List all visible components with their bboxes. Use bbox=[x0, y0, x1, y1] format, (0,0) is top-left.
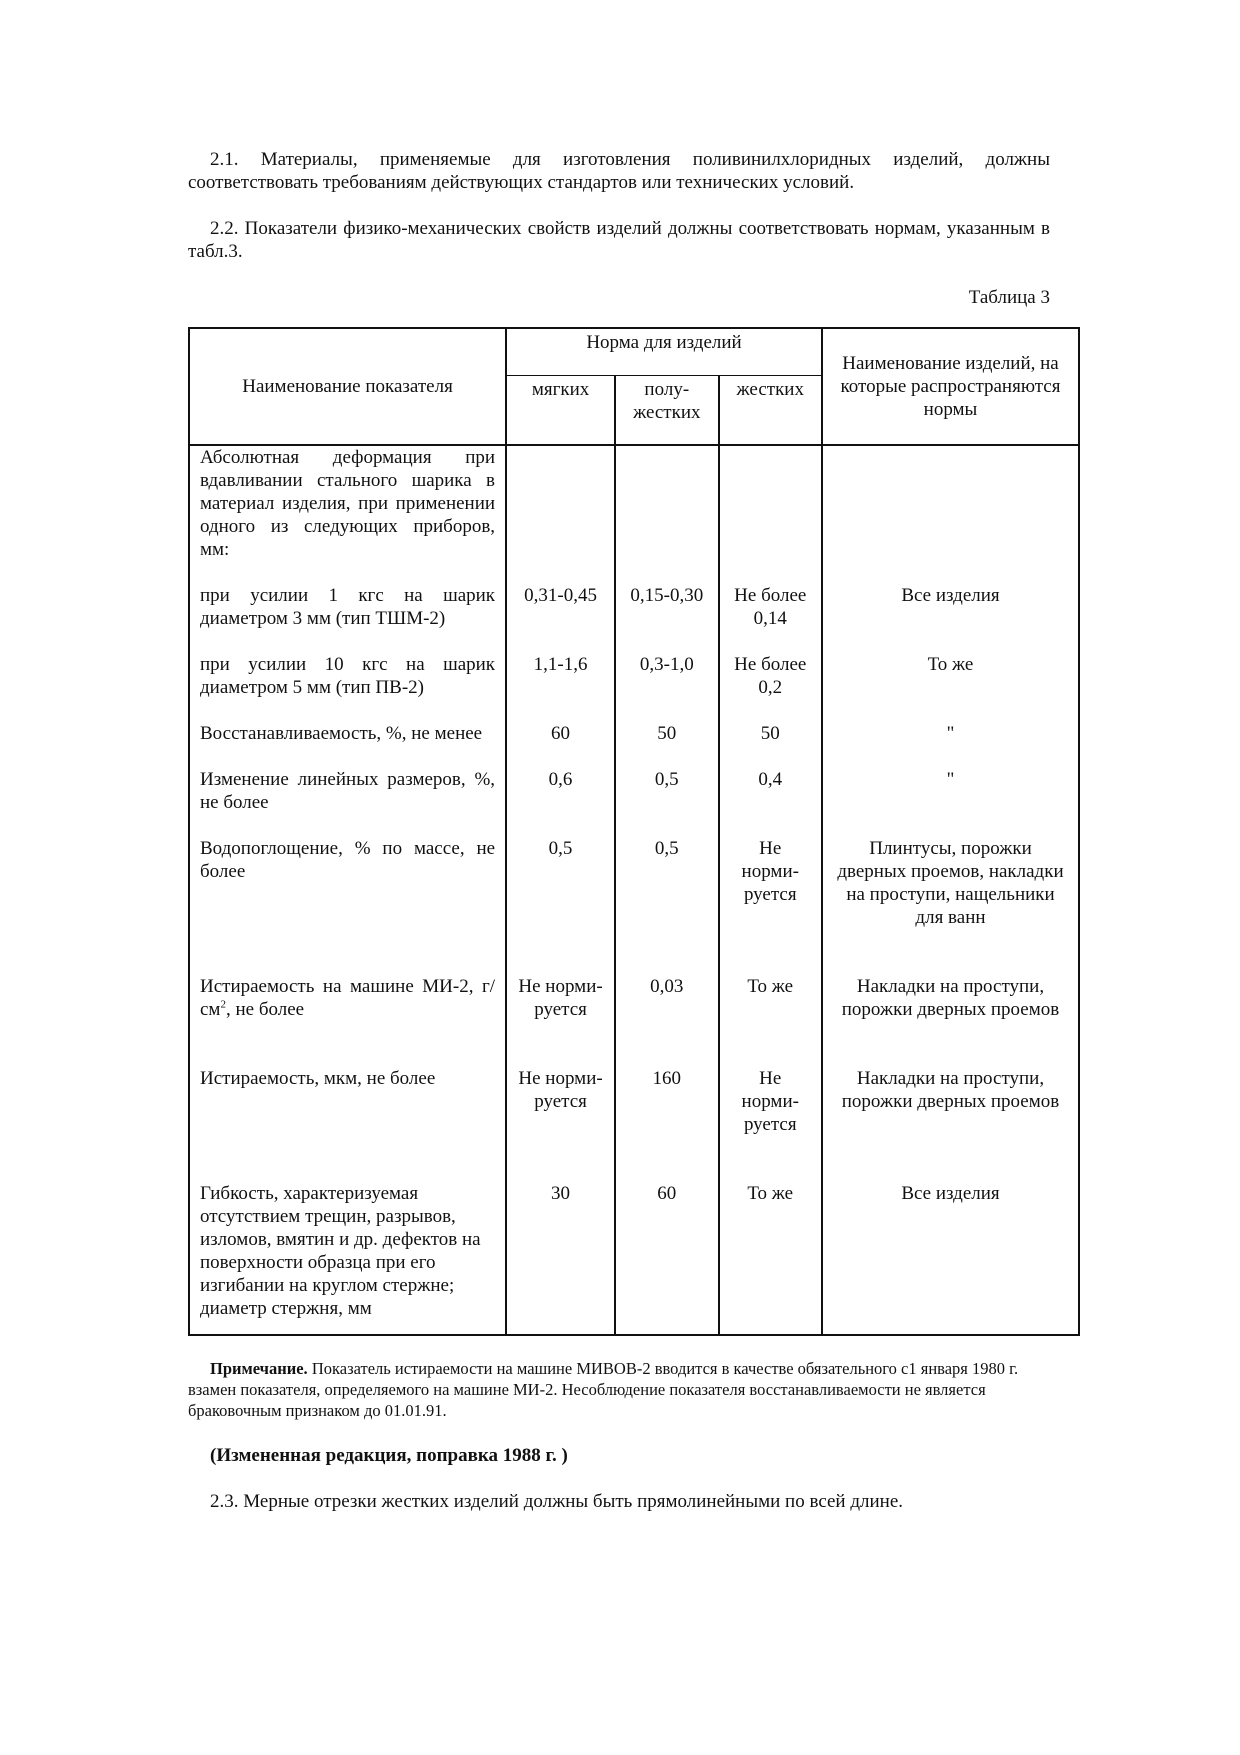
table-row bbox=[189, 814, 1079, 929]
row-semi: 0,03 bbox=[615, 929, 718, 1021]
row-rigid: Не более 0,14 bbox=[719, 561, 822, 630]
row-rigid: То же bbox=[719, 929, 822, 1021]
row-indicator-text: Истираемость на машине МИ-2, г/см bbox=[200, 976, 496, 1020]
row-products: Накладки на проступи, порожки дверных проемов bbox=[822, 1021, 1079, 1136]
table-row bbox=[189, 1136, 1079, 1335]
row-products: Все изделия bbox=[822, 561, 1079, 630]
header-products: Наименование изделий, на которые распространяются нормы bbox=[822, 328, 1079, 445]
row-products: Накладки на проступи, порожки дверных проемов bbox=[822, 929, 1079, 1021]
amendment-note: (Измененная редакция, поправка 1988 г. ) bbox=[210, 1445, 568, 1466]
table-row bbox=[189, 929, 1079, 1021]
row-products: То же bbox=[822, 630, 1079, 699]
table-note bbox=[188, 1358, 1050, 1421]
table-row bbox=[189, 1021, 1079, 1136]
table-row bbox=[189, 745, 1079, 814]
header-indicator: Наименование показателя bbox=[189, 328, 506, 445]
row-products bbox=[822, 445, 1079, 561]
row-indicator: Восстанавливаемость, %, не менее bbox=[189, 699, 506, 745]
row-products: " bbox=[822, 699, 1079, 745]
document-page bbox=[188, 148, 1064, 1513]
row-soft: 60 bbox=[506, 699, 615, 745]
header-norm-group: Норма для изделий bbox=[506, 328, 822, 376]
row-soft: 0,5 bbox=[506, 814, 615, 929]
row-indicator: Изменение линейных размеров, %, не более bbox=[189, 745, 506, 814]
row-semi: 50 bbox=[615, 699, 718, 745]
note-text: Показатель истираемости на машине МИВОВ-2 вводится в качестве обязательного с1 января 1980 г. взамен показателя, определяемого на машине МИ-2. Несоблюдение показателя восстанавливаемости не является браковочным признаком до 01.01.91. bbox=[188, 1359, 1019, 1420]
row-indicator bbox=[189, 929, 506, 1021]
row-semi: 0,5 bbox=[615, 814, 718, 929]
row-rigid: То же bbox=[719, 1136, 822, 1335]
row-indicator: Водопоглощение, % по массе, не более bbox=[189, 814, 506, 929]
paragraph-2-2: 2.2. Показатели физико-механических свойств изделий должны соответствовать нормам, указанным в табл.3. bbox=[188, 218, 1050, 262]
row-indicator: Абсолютная деформация при вдавливании стального шарика в материал изделия, при применении одного из следующих приборов, мм: bbox=[189, 445, 506, 561]
paragraph-2-3: 2.3. Мерные отрезки жестких изделий должны быть прямолинейными по всей длине. bbox=[210, 1491, 904, 1512]
row-rigid: 0,4 bbox=[719, 745, 822, 814]
row-indicator: при усилии 10 кгс на шарик диаметром 5 мм (тип ПВ-2) bbox=[189, 630, 506, 699]
paragraph-2-1: 2.1. Материалы, применяемые для изготовления поливинилхлоридных изделий, должны соответствовать требованиям действующих стандартов или технических условий. bbox=[188, 149, 1050, 193]
table-row bbox=[189, 630, 1079, 699]
table-row bbox=[189, 699, 1079, 745]
row-rigid: Не более 0,2 bbox=[719, 630, 822, 699]
table-row bbox=[189, 561, 1079, 630]
row-semi: 0,5 bbox=[615, 745, 718, 814]
row-semi bbox=[615, 445, 718, 561]
row-soft: 0,6 bbox=[506, 745, 615, 814]
row-indicator: Истираемость, мкм, не более bbox=[189, 1021, 506, 1136]
row-rigid: Не норми-руется bbox=[719, 1021, 822, 1136]
row-semi: 60 bbox=[615, 1136, 718, 1335]
header-semi-rigid: полу-жестких bbox=[615, 376, 718, 446]
row-soft: Не норми-руется bbox=[506, 1021, 615, 1136]
row-rigid bbox=[719, 445, 822, 561]
row-soft bbox=[506, 445, 615, 561]
row-products: Все изделия bbox=[822, 1136, 1079, 1335]
row-soft: Не норми-руется bbox=[506, 929, 615, 1021]
row-indicator: при усилии 1 кгс на шарик диаметром 3 мм (тип ТШМ-2) bbox=[189, 561, 506, 630]
header-soft: мягких bbox=[506, 376, 615, 446]
row-soft: 30 bbox=[506, 1136, 615, 1335]
row-semi: 0,3-1,0 bbox=[615, 630, 718, 699]
row-products: " bbox=[822, 745, 1079, 814]
superscript: 2 bbox=[220, 998, 226, 1011]
table-row bbox=[189, 445, 1079, 561]
table-caption: Таблица 3 bbox=[968, 287, 1050, 308]
row-rigid: Не норми-руется bbox=[719, 814, 822, 929]
row-soft: 0,31-0,45 bbox=[506, 561, 615, 630]
header-rigid: жестких bbox=[719, 376, 822, 446]
norms-table bbox=[188, 327, 1080, 1336]
row-indicator-tail: , не более bbox=[225, 999, 305, 1020]
row-semi: 0,15-0,30 bbox=[615, 561, 718, 630]
note-label: Примечание. bbox=[210, 1359, 308, 1378]
row-indicator: Гибкость, характеризуемая отсутствием трещин, разрывов, изломов, вмятин и др. дефектов на поверхности образца при его изгибании на круглом стержне; диаметр стержня, мм bbox=[189, 1136, 506, 1335]
row-semi: 160 bbox=[615, 1021, 718, 1136]
row-soft: 1,1-1,6 bbox=[506, 630, 615, 699]
row-rigid: 50 bbox=[719, 699, 822, 745]
row-products: Плинтусы, порожки дверных проемов, накладки на проступи, нащельники для ванн bbox=[822, 814, 1079, 929]
